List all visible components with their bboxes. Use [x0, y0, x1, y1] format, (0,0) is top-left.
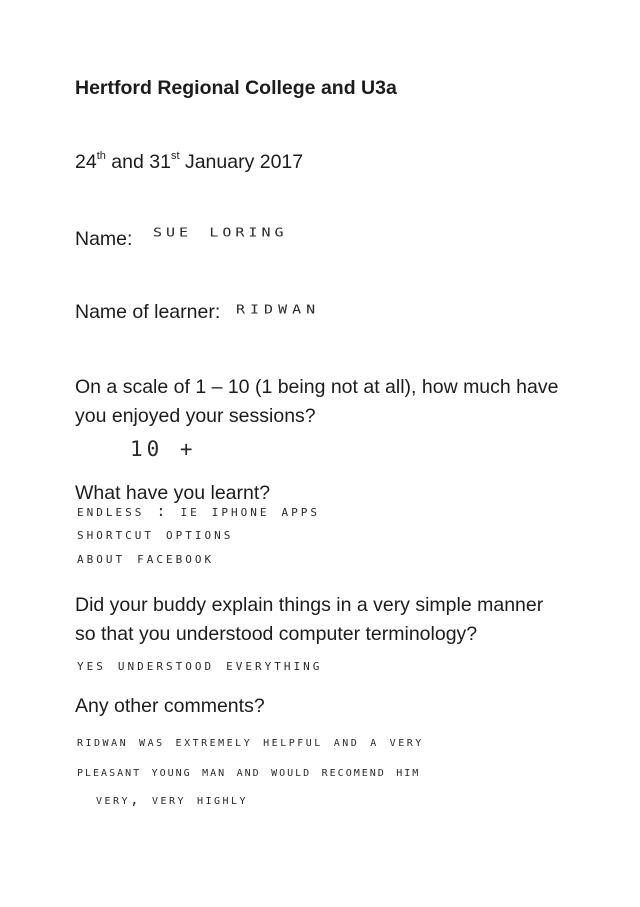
question-1-line-2: you enjoyed your sessions?: [75, 405, 316, 427]
question-4-answer-line-2: pleasant young man and would recomend him: [77, 764, 421, 780]
question-1-line-1: On a scale of 1 – 10 (1 being not at all), how much have: [75, 376, 559, 398]
question-3-line-1: Did your buddy explain things in a very simple manner: [75, 594, 544, 616]
date-suffix-2: st: [170, 149, 180, 162]
question-2: What have you learnt?: [75, 482, 271, 504]
document-title: Hertford Regional College and U3a: [75, 77, 397, 99]
session-dates: [75, 151, 303, 174]
date-suffix-1: th: [96, 149, 106, 162]
date-day-1: 24: [75, 151, 97, 173]
learner-name-label: Name of learner:: [75, 301, 221, 323]
name-handwritten-value: sue loring: [153, 221, 288, 242]
name-label: Name:: [75, 228, 133, 250]
question-2-answer-line-2: shortcut options: [77, 525, 234, 543]
question-3-answer: yes understood everything: [77, 656, 323, 674]
question-2-answer-line-1: endless : ie iphone apps: [77, 502, 320, 520]
question-4-answer-line-3: very, very highly: [96, 792, 249, 808]
question-4: Any other comments?: [75, 695, 265, 717]
question-2-answer-line-3: about facebook: [77, 549, 215, 567]
date-month-year: January 2017: [179, 151, 304, 173]
question-3-line-2: so that you understood computer terminology?: [75, 623, 478, 645]
date-day-2: 31: [149, 151, 171, 173]
question-4-answer-line-1: ridwan was extremely helpful and a very: [77, 734, 424, 750]
learner-handwritten-value: ridwan: [236, 298, 321, 319]
date-and: and: [105, 151, 150, 173]
question-1-answer: 10 +: [130, 437, 197, 461]
